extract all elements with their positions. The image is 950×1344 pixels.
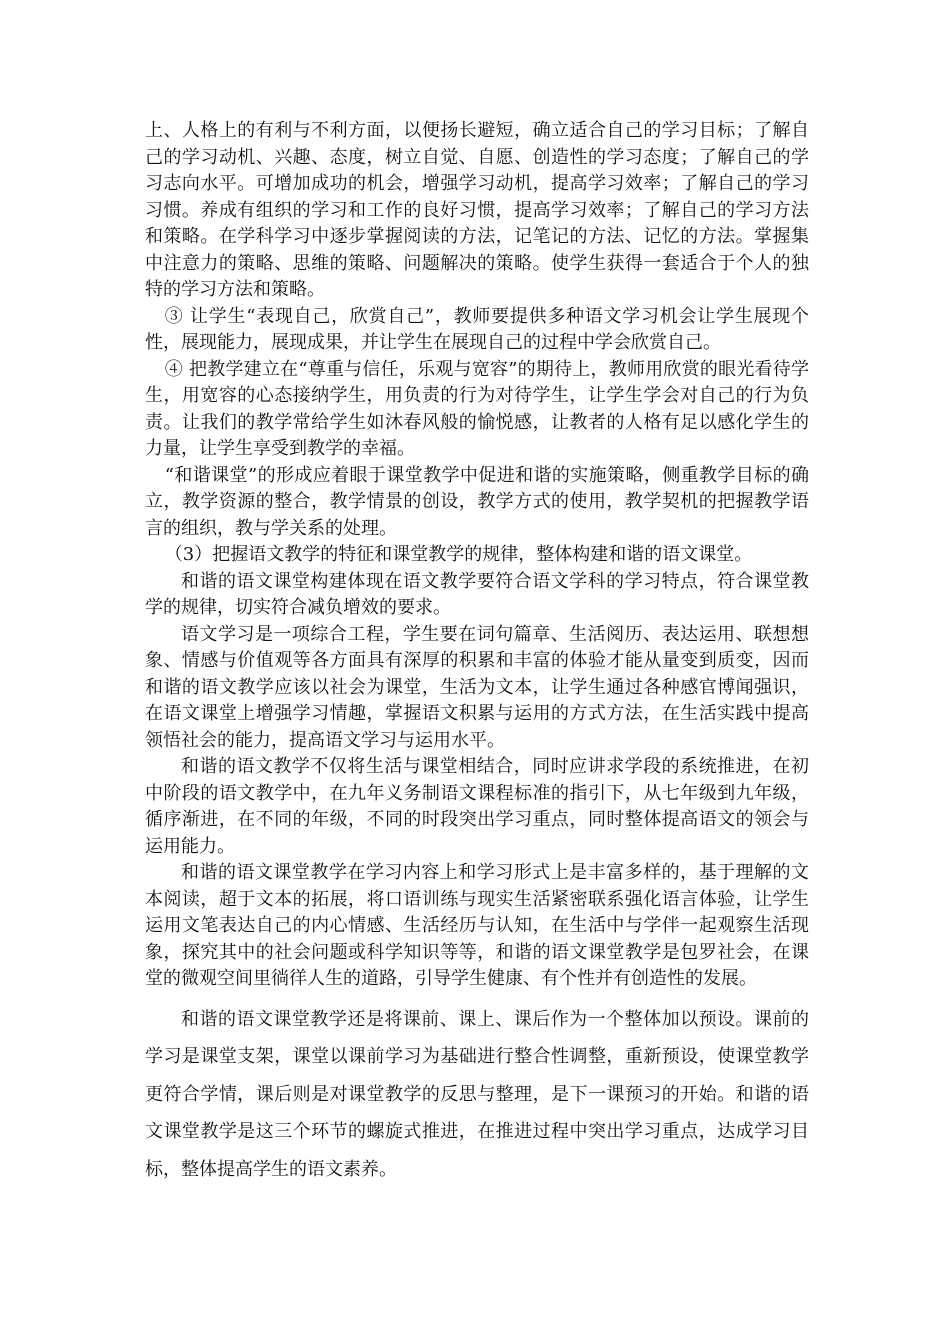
paragraph-7: 语文学习是一项综合工程，学生要在词句篇章、生活阅历、表达运用、联想想象、情感与价值观等各方面具有深厚的积累和丰富的体验才能从量变到质变，因而和谐的语文教学应该以社会为课堂，生活为文本，让学生通过各种感官博闻强识，在语文课堂上增强学习情趣，掌握语文积累与运用的方式方法，在生活实践中提高领悟社会的能力，提高语文学习与运用水平。 <box>145 623 809 751</box>
paragraph-9: 和谐的语文课堂教学在学习内容上和学习形式上是丰富多样的，基于理解的文本阅读，超于文本的拓展，将口语训练与现实生活紧密联系强化语言体验，让学生运用文笔表达自己的内心情感、生活经历与认知，在生活中与学伴一起观察生活现象，探究其中的社会问题或科学知识等等，和谐的语文课堂教学是包罗社会，在课堂的微观空间里徜徉人生的道路，引导学生健康、有个性并有创造性的发展。 <box>145 862 809 989</box>
paragraph-3: ④ 把教学建立在“尊重与信任，乐观与宽容”的期待上，教师用欣赏的眼光看待学生，用宽容的心态接纳学生，用负责的行为对待学生，让学生学会对自己的行为负责。让我们的教学常给学生如沐春风般的愉悦感，让教者的人格有足以感化学生的力量，让学生享受到教学的幸福。 <box>145 358 809 459</box>
paragraph-8: 和谐的语文教学不仅将生活与课堂相结合，同时应讲求学段的系统推进，在初中阶段的语文教学中，在九年义务制语文课程标准的指引下，从七年级到九年级，循序渐进，在不同的年级，不同的时段突出学习重点，同时整体提高语文的领会与运用能力。 <box>145 756 809 857</box>
paragraph-10: 和谐的语文课堂教学还是将课前、课上、课后作为一个整体加以预设。课前的学习是课堂支架，课堂以课前学习为基础进行整合性调整，重新预设，使课堂教学更符合学情，课后则是对课堂教学的反思与整理，是下一课预习的开始。和谐的语文课堂教学是这三个环节的螺旋式推进，在推进过程中突出学习重点，达成学习目标，整体提高学生的语文素养。 <box>145 1008 809 1180</box>
paragraph-6: 和谐的语文课堂构建体现在语文教学要符合语文学科的学习特点，符合课堂教学的规律，切实符合减负增效的要求。 <box>145 570 809 618</box>
section-heading-3: （3）把握语文教学的特征和课堂教学的规律，整体构建和谐的语文课堂。 <box>164 544 753 565</box>
document-body <box>145 118 809 1188</box>
paragraph-1: 上、人格上的有利与不利方面，以便扬长避短，确立适合自己的学习目标；了解自己的学习动机、兴趣、态度，树立自觉、自愿、创造性的学习态度；了解自己的学习志向水平。可增加成功的机会，增强学习动机，提高学习效率；了解自己的学习习惯。养成有组织的学习和工作的良好习惯，提高学习效率；了解自己的学习方法和策略。在学科学习中逐步掌握阅读的方法，记笔记的方法、记忆的方法。掌握集中注意力的策略、思维的策略、问题解决的策略。使学生获得一套适合于个人的独特的学习方法和策略。 <box>145 120 809 300</box>
paragraph-2: ③ 让学生“表现自己，欣赏自己”，教师要提供多种语文学习机会让学生展现个性，展现能力，展现成果，并让学生在展现自己的过程中学会欣赏自己。 <box>145 305 809 353</box>
paragraph-4: “和谐课堂”的形成应着眼于课堂教学中促进和谐的实施策略，侧重教学目标的确立，教学资源的整合，教学情景的创设，教学方式的使用，教学契机的把握教学语言的组织，教与学关系的处理。 <box>145 464 809 539</box>
